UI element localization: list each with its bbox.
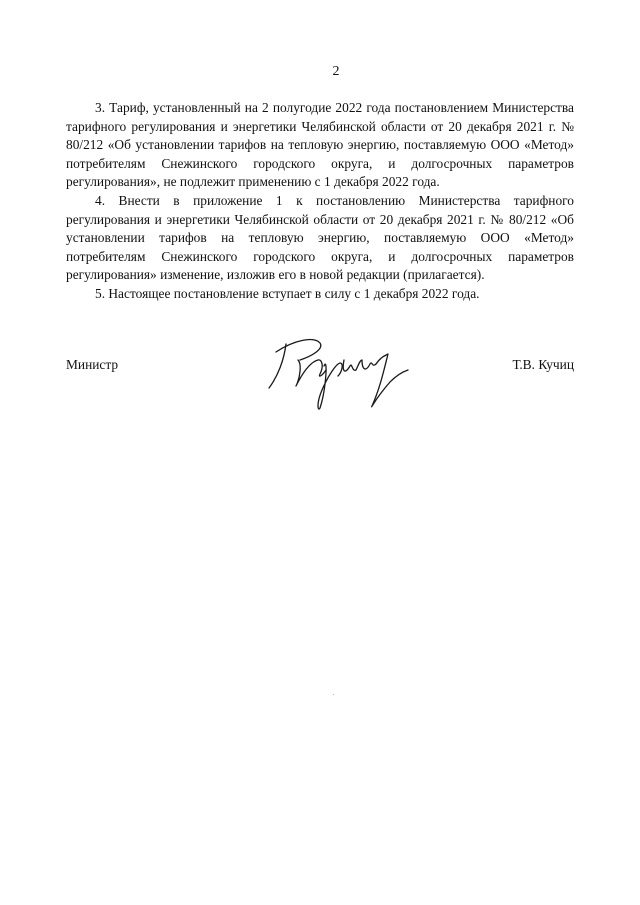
signatory-title: Министр	[66, 357, 119, 372]
handwritten-signature	[262, 330, 412, 412]
document-body	[66, 99, 574, 304]
signatory-name: Т.В. Кучиц	[512, 357, 574, 372]
paragraph-5: 5. Настоящее постановление вступает в силу с 1 декабря 2022 года.	[95, 285, 480, 301]
paragraph-4: 4. Внести в приложение 1 к постановлению Министерства тарифного регулирования и энергетики Челябинской области от 20 декабря 2021 г. № 80/212 «Об установлении тарифов на тепловую энергию, поставляемую ООО «Метод» потребителям Снежинского городского округа, и долгосрочных параметров регулирования» изменение, изложив его в новой редакции (прилагается).	[66, 192, 574, 283]
scan-speck	[333, 694, 334, 695]
page-number: 2	[332, 64, 340, 79]
paragraph-3: 3. Тариф, установленный на 2 полугодие 2022 года постановлением Министерства тарифного регулирования и энергетики Челябинской области от 20 декабря 2021 г. № 80/212 «Об установлении тарифов на тепловую энергию, поставляемую ООО «Метод» потребителям Снежинского городского округа, и долгосрочных параметров регулирования», не подлежит применению с 1 декабря 2022 года.	[66, 100, 574, 190]
